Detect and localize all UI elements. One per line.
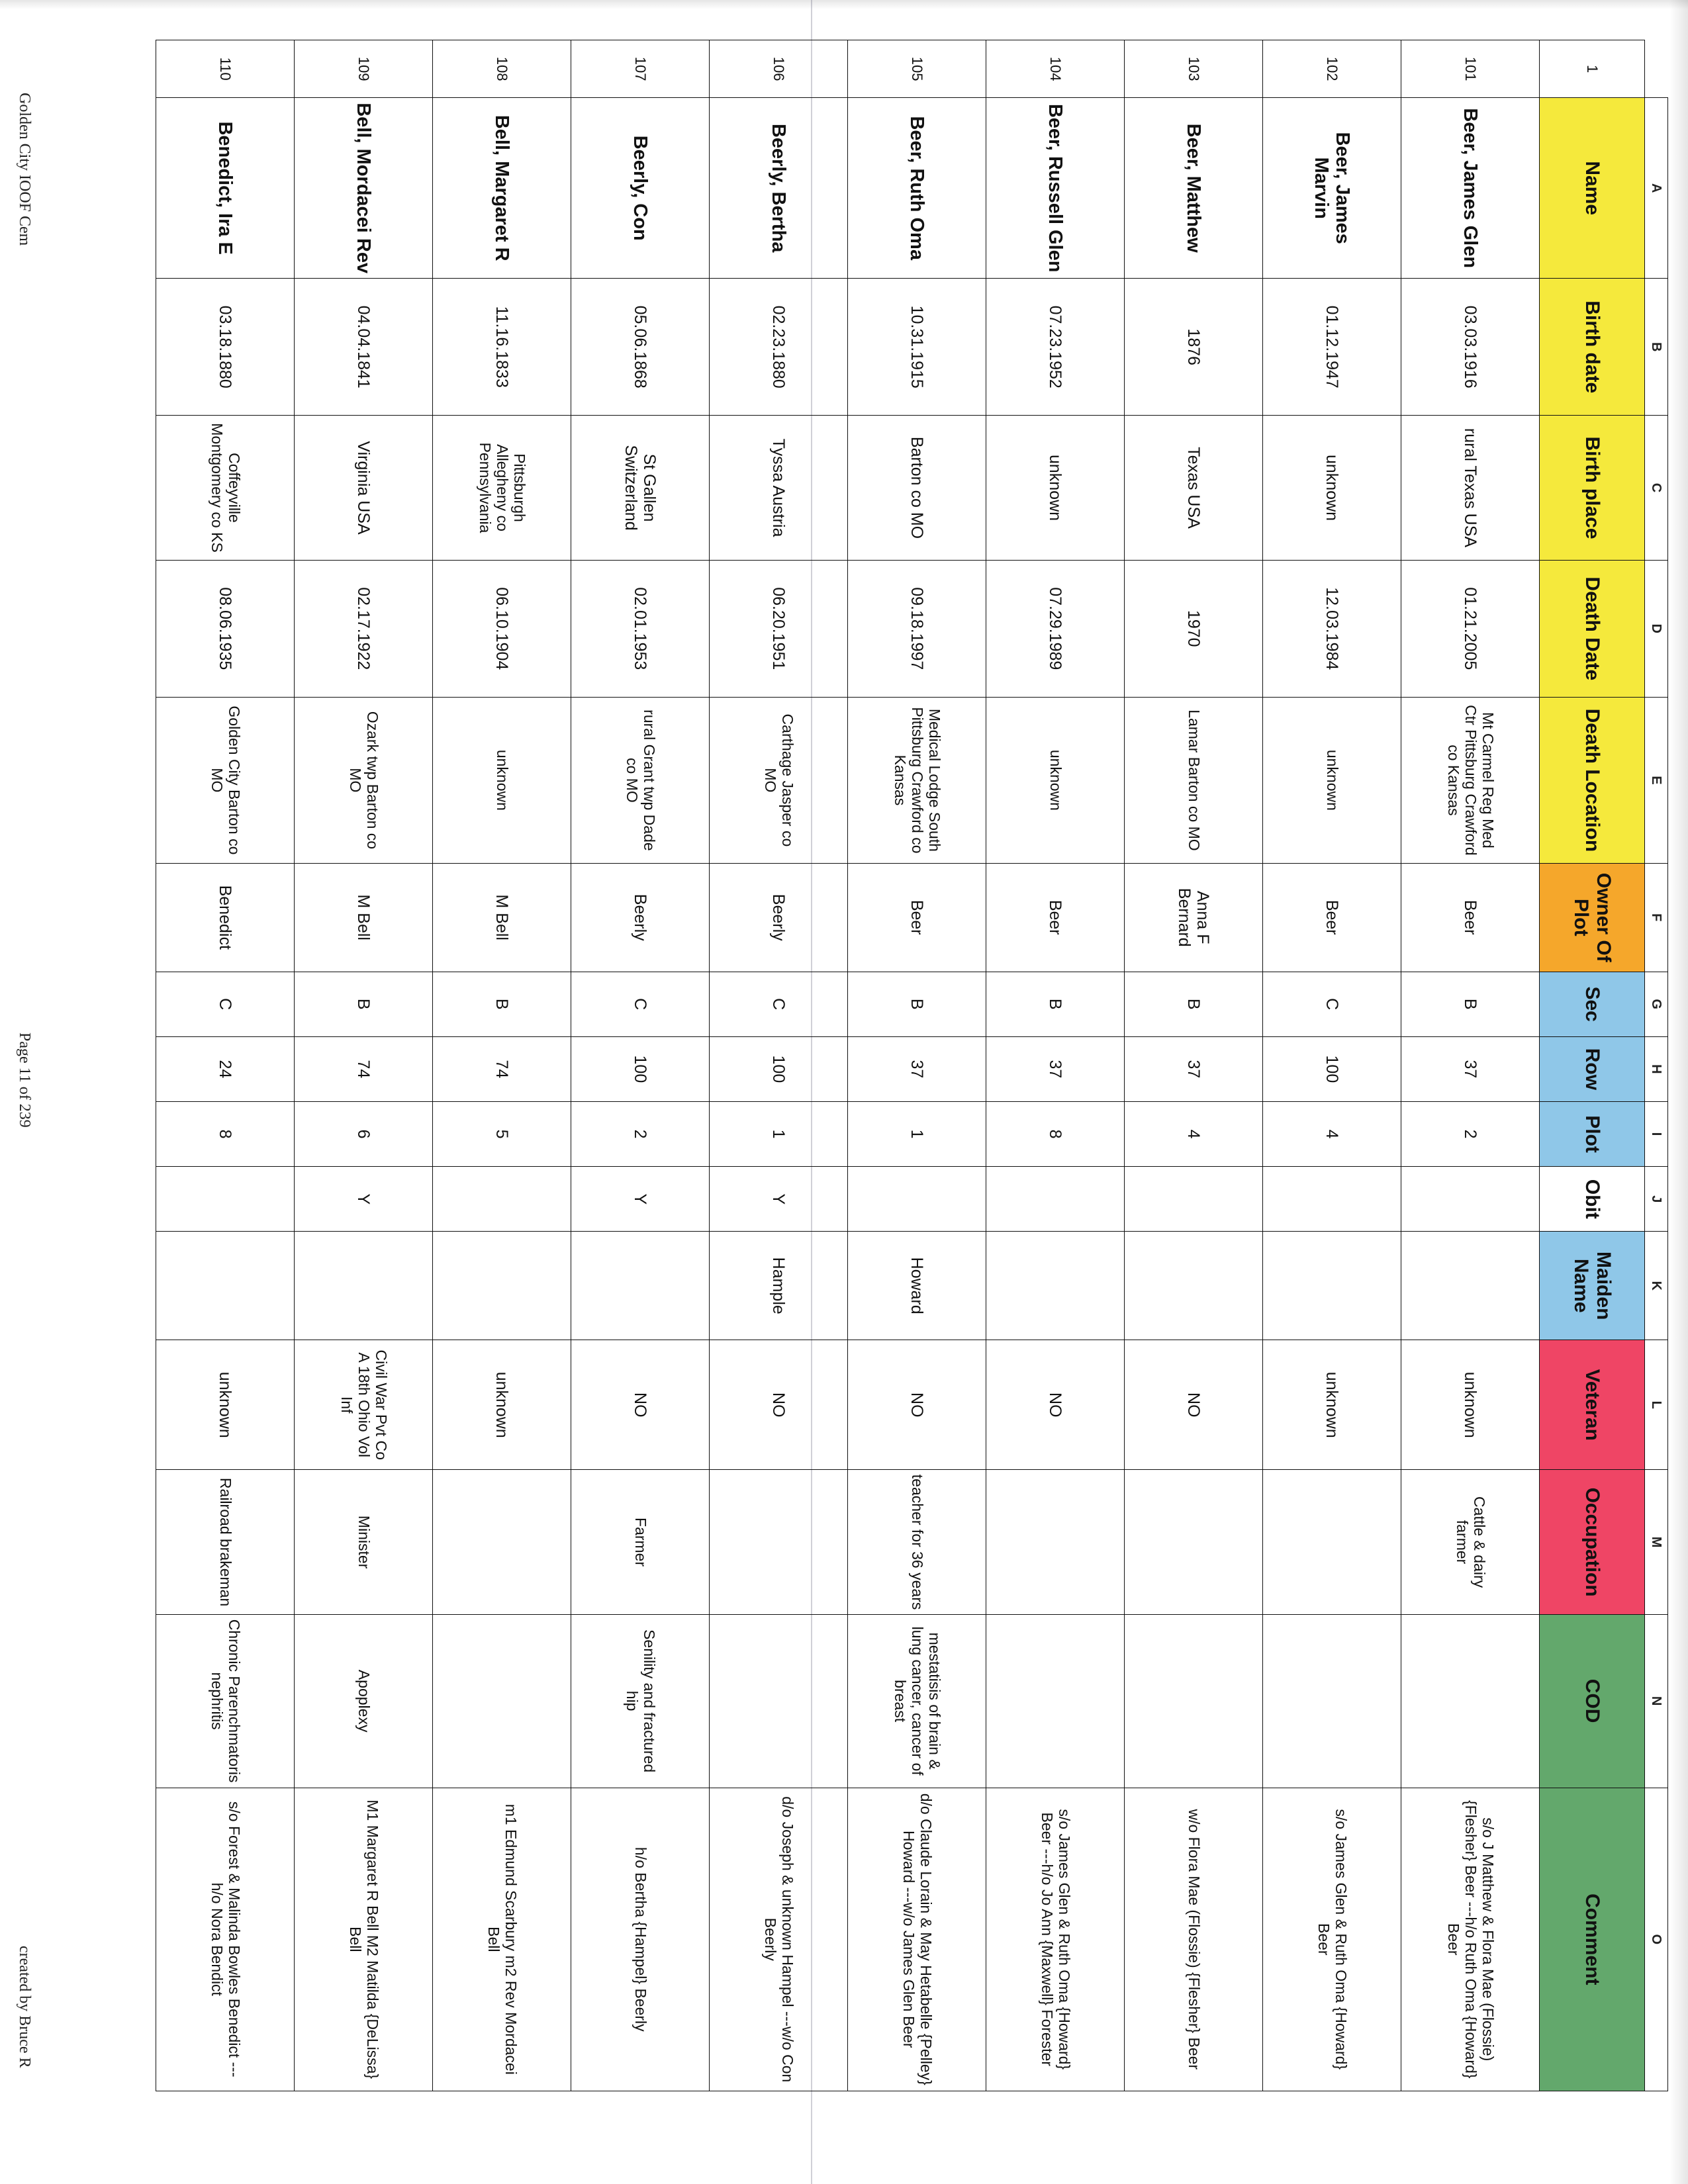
cell-owner: Beerly	[710, 863, 848, 972]
table-row	[571, 40, 710, 2091]
column-letter-e: E	[1645, 697, 1668, 863]
cell-birth-place: Tyssa Austria	[710, 416, 848, 560]
table-row	[1401, 40, 1540, 2091]
header-occupation: Occupation	[1540, 1470, 1645, 1614]
cell-death-date: 1970	[1125, 560, 1263, 697]
column-letter-d: D	[1645, 560, 1668, 697]
cell-cod: Apoplexy	[295, 1614, 433, 1788]
row-number: 104	[986, 40, 1125, 98]
cell-cod	[986, 1614, 1125, 1788]
cell-birth-date: 01.12.1947	[1263, 279, 1401, 416]
cell-comment: m1 Edmund Scarbury m2 Rev Mordacei Bell	[433, 1788, 571, 2091]
cell-name: Bell, Mordacei Rev	[295, 98, 433, 279]
table-row	[986, 40, 1125, 2091]
cell-owner: Beerly	[571, 863, 710, 972]
cell-birth-place: unknown	[986, 416, 1125, 560]
header-veteran: Veteran	[1540, 1340, 1645, 1470]
row-number: 103	[1125, 40, 1263, 98]
cell-owner: M Bell	[295, 863, 433, 972]
header-row: Row	[1540, 1036, 1645, 1101]
header-plot: Plot	[1540, 1101, 1645, 1166]
cell-sec: C	[1263, 972, 1401, 1036]
cell-death-location: Golden City Barton co MO	[156, 697, 295, 863]
cell-name: Beer, Russell Glen	[986, 98, 1125, 279]
cell-veteran: NO	[710, 1340, 848, 1470]
cell-name: Beer, Matthew	[1125, 98, 1263, 279]
cell-birth-date: 03.18.1880	[156, 279, 295, 416]
cell-birth-date: 04.04.1841	[295, 279, 433, 416]
table-row	[1263, 40, 1401, 2091]
cell-row: 37	[986, 1036, 1125, 1101]
column-letter-m: M	[1645, 1470, 1668, 1614]
cell-owner: Beer	[1401, 863, 1540, 972]
table-row	[433, 40, 571, 2091]
cell-row: 24	[156, 1036, 295, 1101]
cell-name: Beer, Ruth Oma	[848, 98, 986, 279]
cell-comment: M1 Margaret R Bell M2 Matilda {DeLissa} Bell	[295, 1788, 433, 2091]
cell-birth-place: Texas USA	[1125, 416, 1263, 560]
row-number: 101	[1401, 40, 1540, 98]
cell-death-date: 06.10.1904	[433, 560, 571, 697]
cell-death-date: 08.06.1935	[156, 560, 295, 697]
column-letter-corner	[1645, 40, 1668, 98]
row-number: 110	[156, 40, 295, 98]
cell-plot: 2	[571, 1101, 710, 1166]
cell-veteran: NO	[571, 1340, 710, 1470]
cell-cod: mestatisis of brain & lung cancer, cancer of breast	[848, 1614, 986, 1788]
cell-cod	[1401, 1614, 1540, 1788]
header-row	[1540, 40, 1645, 2091]
cell-name: Beer, James Glen	[1401, 98, 1540, 279]
row-number: 106	[710, 40, 848, 98]
cell-cod	[1125, 1614, 1263, 1788]
cell-owner: M Bell	[433, 863, 571, 972]
cemetery-record-sheet	[16, 40, 1668, 2131]
cell-maiden-name: Howard	[848, 1232, 986, 1340]
cell-row: 100	[571, 1036, 710, 1101]
cell-veteran: NO	[1125, 1340, 1263, 1470]
cell-obit	[433, 1167, 571, 1232]
cell-comment: h/o Bertha {Hampel} Beerly	[571, 1788, 710, 2091]
cell-death-location: unknown	[433, 697, 571, 863]
cell-birth-date: 03.03.1916	[1401, 279, 1540, 416]
column-letter-l: L	[1645, 1340, 1668, 1470]
cell-death-date: 09.18.1997	[848, 560, 986, 697]
row-number: 109	[295, 40, 433, 98]
cell-plot: 4	[1263, 1101, 1401, 1166]
cell-occupation	[710, 1470, 848, 1614]
cell-death-date: 02.01.1953	[571, 560, 710, 697]
cell-plot: 8	[986, 1101, 1125, 1166]
cell-death-location: Carthage Jasper co MO	[710, 697, 848, 863]
column-letter-f: F	[1645, 863, 1668, 972]
cell-veteran: NO	[848, 1340, 986, 1470]
cell-obit	[1401, 1167, 1540, 1232]
cell-name: Beer, James Marvin	[1263, 98, 1401, 279]
header-name: Name	[1540, 98, 1645, 279]
row-number: 102	[1263, 40, 1401, 98]
cell-death-location: unknown	[1263, 697, 1401, 863]
cell-sec: C	[156, 972, 295, 1036]
cell-maiden-name	[986, 1232, 1125, 1340]
cell-death-location: rural Grant twp Dade co MO	[571, 697, 710, 863]
column-letter-i: I	[1645, 1101, 1668, 1166]
header-death-location: Death Location	[1540, 697, 1645, 863]
cell-row: 37	[848, 1036, 986, 1101]
cell-owner: Benedict	[156, 863, 295, 972]
cemetery-table	[156, 40, 1668, 2091]
cell-owner: Beer	[986, 863, 1125, 972]
cell-maiden-name	[433, 1232, 571, 1340]
cell-plot: 1	[848, 1101, 986, 1166]
cell-plot: 2	[1401, 1101, 1540, 1166]
cell-sec: B	[295, 972, 433, 1036]
cell-death-location: unknown	[986, 697, 1125, 863]
cell-comment: s/o James Glen & Ruth Oma {Howard} Beer ---h/o Jo Ann {Maxwell} Forester	[986, 1788, 1125, 2091]
header-maiden-name: Maiden Name	[1540, 1232, 1645, 1340]
header-row-number: 1	[1540, 40, 1645, 98]
cell-maiden-name: Hample	[710, 1232, 848, 1340]
cell-birth-date: 1876	[1125, 279, 1263, 416]
cell-obit	[848, 1167, 986, 1232]
cemetery-name-note: Golden City IOOF Cem	[16, 93, 33, 246]
cell-obit	[986, 1167, 1125, 1232]
cell-comment: d/o Joseph & unknown Hampel ---w/o Con Beerly	[710, 1788, 848, 2091]
column-letter-n: N	[1645, 1614, 1668, 1788]
cell-cod: Chronic Parenchmatoris nephritis	[156, 1614, 295, 1788]
cell-birth-date: 05.06.1868	[571, 279, 710, 416]
cell-occupation: Farmer	[571, 1470, 710, 1614]
cell-sec: C	[571, 972, 710, 1036]
cell-comment: s/o Forest & Malinda Bowles Benedict ---h/o Nora Bendict	[156, 1788, 295, 2091]
cell-comment: w/o Flora Mae (Flossie) {Flesher} Beer	[1125, 1788, 1263, 2091]
cell-owner: Anna F Bernard	[1125, 863, 1263, 972]
cell-cod	[433, 1614, 571, 1788]
cell-name: Bell, Margaret R	[433, 98, 571, 279]
cell-sec: B	[1125, 972, 1263, 1036]
header-comment: Comment	[1540, 1788, 1645, 2091]
cell-birth-place: Pittsburgh Allegheny co Pennsylvania	[433, 416, 571, 560]
cell-death-date: 02.17.1922	[295, 560, 433, 697]
cell-owner: Beer	[848, 863, 986, 972]
header-sec: Sec	[1540, 972, 1645, 1036]
cell-veteran: Civil War Pvt Co A 18th Ohio Vol Inf	[295, 1340, 433, 1470]
column-letter-g: G	[1645, 972, 1668, 1036]
cell-birth-place: Virginia USA	[295, 416, 433, 560]
cell-comment: s/o J Matthew & Flora Mae (Flossie) {Flesher} Beer ---h/o Ruth Oma {Howard} Beer	[1401, 1788, 1540, 2091]
table-row	[848, 40, 986, 2091]
cell-owner: Beer	[1263, 863, 1401, 972]
cell-row: 37	[1401, 1036, 1540, 1101]
cell-obit: Y	[710, 1167, 848, 1232]
cell-birth-place: Barton co MO	[848, 416, 986, 560]
cell-row: 100	[1263, 1036, 1401, 1101]
cell-occupation	[986, 1470, 1125, 1614]
cell-name: Beerly, Con	[571, 98, 710, 279]
column-letter-b: B	[1645, 279, 1668, 416]
cell-obit: Y	[571, 1167, 710, 1232]
page-number-note: Page 11 of 239	[16, 1032, 33, 1128]
row-number: 107	[571, 40, 710, 98]
cell-maiden-name	[295, 1232, 433, 1340]
cell-sec: C	[710, 972, 848, 1036]
cell-row: 74	[433, 1036, 571, 1101]
cell-occupation	[1263, 1470, 1401, 1614]
table-row	[1125, 40, 1263, 2091]
cell-sec: B	[1401, 972, 1540, 1036]
cell-plot: 5	[433, 1101, 571, 1166]
cell-veteran: unknown	[156, 1340, 295, 1470]
cell-occupation: Minister	[295, 1470, 433, 1614]
table-row	[710, 40, 848, 2091]
row-number: 105	[848, 40, 986, 98]
cell-birth-date: 11.16.1833	[433, 279, 571, 416]
cell-name: Benedict, Ira E	[156, 98, 295, 279]
cell-sec: B	[986, 972, 1125, 1036]
header-obit: Obit	[1540, 1167, 1645, 1232]
cell-plot: 8	[156, 1101, 295, 1166]
cell-comment: d/o Claude Lorain & May Hetabelle {Pelley} Howard ---w/o James Glen Beer	[848, 1788, 986, 2091]
table-body	[156, 40, 1540, 2091]
cell-comment: s/o James Glen & Ruth Oma {Howard} Beer	[1263, 1788, 1401, 2091]
cell-death-location: Mt Carmel Reg Med Ctr Pittsburg Crawford co Kansas	[1401, 697, 1540, 863]
header-birth-place: Birth place	[1540, 416, 1645, 560]
cell-death-location: Lamar Barton co MO	[1125, 697, 1263, 863]
cell-veteran: unknown	[433, 1340, 571, 1470]
cell-plot: 4	[1125, 1101, 1263, 1166]
cell-birth-place: unknown	[1263, 416, 1401, 560]
cell-obit: Y	[295, 1167, 433, 1232]
cell-row: 74	[295, 1036, 433, 1101]
cell-maiden-name	[1263, 1232, 1401, 1340]
column-letter-h: H	[1645, 1036, 1668, 1101]
table-header	[1540, 40, 1668, 2091]
row-number: 108	[433, 40, 571, 98]
cell-occupation	[1125, 1470, 1263, 1614]
cell-birth-place: St Gallen Switzerland	[571, 416, 710, 560]
cell-obit	[1125, 1167, 1263, 1232]
cell-birth-date: 02.23.1880	[710, 279, 848, 416]
header-birth-date: Birth date	[1540, 279, 1645, 416]
cell-occupation: teacher for 36 years	[848, 1470, 986, 1614]
cell-sec: B	[848, 972, 986, 1036]
table-row	[295, 40, 433, 2091]
cell-maiden-name	[1125, 1232, 1263, 1340]
column-letter-strip	[1645, 40, 1668, 2091]
cell-occupation: Cattle & dairy farmer	[1401, 1470, 1540, 1614]
cell-death-date: 01.21.2005	[1401, 560, 1540, 697]
table-row	[156, 40, 295, 2091]
cell-death-date: 07.29.1989	[986, 560, 1125, 697]
cell-obit	[1263, 1167, 1401, 1232]
cell-veteran: NO	[986, 1340, 1125, 1470]
cell-death-location: Medical Lodge South Pittsburg Crawford co Kansas	[848, 697, 986, 863]
column-letter-k: K	[1645, 1232, 1668, 1340]
header-cod: COD	[1540, 1614, 1645, 1788]
column-letter-a: A	[1645, 98, 1668, 279]
cell-veteran: unknown	[1263, 1340, 1401, 1470]
cell-birth-date: 10.31.1915	[848, 279, 986, 416]
cell-plot: 6	[295, 1101, 433, 1166]
cell-occupation: Railroad brakeman	[156, 1470, 295, 1614]
cell-birth-date: 07.23.1952	[986, 279, 1125, 416]
header-owner-of-plot: Owner Of Plot	[1540, 863, 1645, 972]
header-death-date: Death Date	[1540, 560, 1645, 697]
cell-birth-place: Coffeyville Montgomery co KS	[156, 416, 295, 560]
cell-death-date: 12.03.1984	[1263, 560, 1401, 697]
cell-sec: B	[433, 972, 571, 1036]
cell-maiden-name	[571, 1232, 710, 1340]
cell-row: 37	[1125, 1036, 1263, 1101]
column-letter-o: O	[1645, 1788, 1668, 2091]
cell-maiden-name	[1401, 1232, 1540, 1340]
cell-obit	[156, 1167, 295, 1232]
column-letter-j: J	[1645, 1167, 1668, 1232]
cell-row: 100	[710, 1036, 848, 1101]
cell-veteran: unknown	[1401, 1340, 1540, 1470]
cell-occupation	[433, 1470, 571, 1614]
cell-cod	[710, 1614, 848, 1788]
cell-plot: 1	[710, 1101, 848, 1166]
cell-death-location: Ozark twp Barton co MO	[295, 697, 433, 863]
cell-maiden-name	[156, 1232, 295, 1340]
cell-cod: Senility and fractured hip	[571, 1614, 710, 1788]
cell-cod	[1263, 1614, 1401, 1788]
column-letter-c: C	[1645, 416, 1668, 560]
cell-name: Beerly, Bertha	[710, 98, 848, 279]
cell-birth-place: rural Texas USA	[1401, 416, 1540, 560]
cell-death-date: 06.20.1951	[710, 560, 848, 697]
created-by-note: created by Bruce R	[16, 1946, 33, 2068]
